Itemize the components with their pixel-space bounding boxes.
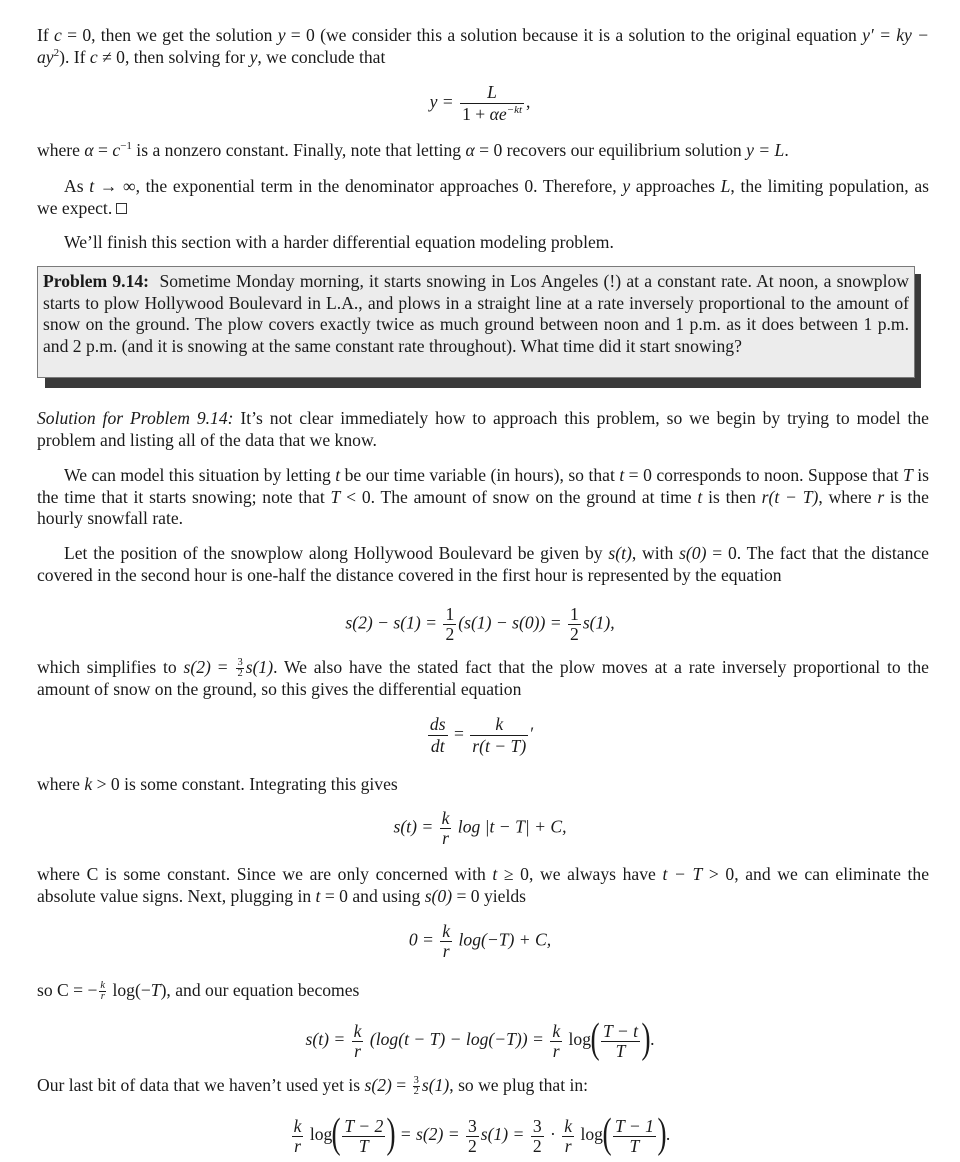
text: = [93,140,113,160]
eq-part: (log(t − T) − log(−T)) = [365,1029,549,1050]
math-expr: y = L [746,140,785,160]
text: Our last bit of data that we haven’t used yet is [37,1075,365,1095]
punct: , [526,91,531,112]
text: ). If [59,46,90,67]
numerator: 1 [445,604,455,624]
math-var: α [84,140,94,160]
text: = 0 (we consider this a solution because it is a solution to the original equation [285,25,863,45]
equation-initial-condition [0,922,960,961]
equation-half-distance [0,605,960,644]
text: < 0. The amount of snow on the ground at time [340,486,698,507]
math-var: c [89,46,98,67]
math-expr: s(0) [679,543,707,563]
fraction [428,714,448,757]
eq-part: log [305,1124,333,1145]
math-var: y [249,46,258,67]
eq-part: = s(2) = [395,1124,464,1145]
text: be our time variable (in hours), so that [340,465,620,485]
eq-part: s(1) = [480,1124,529,1145]
text: = 0 yields [452,885,527,906]
equation-position-solution [0,1016,960,1062]
text: approaches [630,176,721,196]
text: where C is some constant. Since we are only concerned with [37,864,493,884]
fraction [568,605,581,644]
left-paren: ( [590,1016,600,1062]
fraction [613,1117,656,1156]
fraction [352,1022,364,1061]
math-expr: s(1) [245,657,274,677]
denominator: r [294,1135,301,1156]
text: , where [818,486,878,507]
eq-lhs: y = [429,91,459,112]
paragraph-diffeq-intro [37,657,929,701]
denominator: r(t − T) [472,736,527,756]
paragraph-limit [37,176,929,219]
math-expr: s(1) [421,1075,450,1095]
right-paren: ) [657,1111,667,1157]
math-var: c [112,140,121,160]
text: We can model this situation by letting [64,465,336,485]
numerator: k [470,714,528,736]
denominator: 2 [445,624,455,644]
paragraph-integrating [37,774,929,796]
numerator: T − 2 [344,1115,384,1136]
den-part: 1 + [462,104,490,124]
text: so C = − [37,980,98,1000]
fraction [443,605,456,644]
text: where [37,774,85,794]
paragraph-equation-becomes [37,980,929,1002]
math-exponent: 2 [53,46,60,59]
fraction [531,1117,544,1156]
text: > 0 is some constant. Integrating this gives [92,774,398,794]
text: . [784,140,789,160]
text: = 0 corresponds to noon. Suppose that [624,465,903,485]
math-expr: s(2) [183,657,211,677]
math-var: t [619,465,625,485]
text: Let the position of the snowplow along Hollywood Boulevard be given by [64,543,609,563]
denominator: T [629,1135,640,1156]
fraction [99,981,106,1002]
eq-part: s(t) = [305,1029,350,1050]
left-paren: ( [602,1111,612,1157]
math-var: c [54,25,62,45]
fraction [292,1117,304,1156]
denominator: 2 [468,1135,477,1156]
denominator: T [358,1135,369,1156]
math-var: k [84,774,93,794]
paragraph-plug-in [37,1075,929,1097]
numerator: 3 [413,1075,419,1087]
numerator: k [552,1020,561,1041]
denominator: dt [430,736,445,756]
math-expr: r(t − T) [761,486,819,507]
problem-text [43,271,909,357]
paragraph-solution-intro [37,408,929,451]
fraction [550,1022,562,1061]
equation-logistic-solution [0,82,960,125]
math-expr: s(t) [608,543,632,563]
left-paren: ( [331,1111,341,1157]
denominator [460,104,524,125]
solution-label: Solution for Problem 9.14: [37,408,234,428]
numerator: k [442,921,451,941]
exponent: −1 [120,140,132,152]
problem-label: Problem 9.14: [43,271,150,291]
fraction [413,1076,420,1097]
numerator: 3 [468,1115,477,1136]
exponent: −kt [506,104,523,116]
math-var: t [89,176,95,196]
denominator: 2 [237,668,243,680]
numerator: 3 [532,1115,542,1136]
denominator: r [442,941,450,961]
fraction [460,82,524,125]
text: ≠ 0, then solving for [97,46,250,67]
text: is then [702,486,762,507]
numerator: k [353,1020,362,1041]
math-expr: s(0) [424,885,453,906]
eq-part: (s(1) − s(0)) = [458,612,567,633]
denominator: 2 [413,1086,419,1098]
denominator: T [615,1040,626,1061]
math-var: t [697,486,703,507]
math-var: α [465,140,475,160]
numerator: k [441,808,450,828]
qed-square-icon [116,203,127,214]
punct: ′ [530,723,535,744]
text: ≥ 0, we always have [497,864,663,884]
text: > 0, and we can eliminate the absolute value signs. Next, plugging in [37,864,930,906]
text: → ∞, the exponential term in the denominator approaches 0. Therefore, [94,176,623,196]
right-paren: ) [386,1111,396,1157]
paragraph-alpha-constant [37,140,929,162]
den-part: αe [489,104,507,124]
numerator: 1 [570,604,579,624]
problem-box [37,266,915,378]
paragraph-model-setup [37,465,929,530]
fraction [466,1117,479,1156]
math-expr: s(2) [364,1075,392,1095]
text: = [210,657,235,677]
equals: = [449,723,469,744]
text: where [37,140,85,160]
text: = 0 recovers our equilibrium solution [474,140,747,160]
equation-integrated [0,809,960,848]
text: As [64,176,90,196]
denominator: r [442,828,449,848]
text: log(− [108,980,151,1000]
paragraph-intro: We’ll finish this section with a harder differential equation modeling problem. [64,232,614,252]
eq-part: 0 = [408,929,439,950]
text: = 0 and using [320,885,425,906]
math-var: y [277,25,286,45]
fraction [236,658,243,679]
math-var: t [492,864,498,884]
text: is a nonzero constant. Finally, note that letting [131,140,466,160]
equation-final-relation [0,1111,960,1157]
numerator: T − 1 [614,1115,654,1136]
text: If [37,25,55,45]
text: = 0. The fact that the distance covered in the second hour is one-half the distance covered in the first hour is represented by the equation [37,543,929,585]
eq-part: log [564,1029,592,1050]
punct: . [665,1124,671,1145]
numerator: ds [429,714,446,734]
text: . We also have the stated fact that the plow moves at a rate inversely proportional to the amount of snow on the ground, so this gives the differential equation [37,657,929,700]
math-var: L [720,176,731,196]
eq-part: s(2) − s(1) = [345,612,442,633]
math-expr: t − T [662,864,703,884]
fraction [342,1117,385,1156]
numerator: 3 [237,657,243,669]
text: , we conclude that [257,46,386,67]
fraction [601,1022,640,1061]
fraction [440,809,452,848]
numerator: L [460,82,524,104]
math-expr: y′ = ky − ay [37,25,929,67]
fraction [440,922,452,961]
paragraph-solution-cases [37,25,929,68]
text: , so we plug that in: [449,1075,589,1095]
numerator: k [564,1115,573,1136]
denominator: r [564,1135,572,1156]
text: , the limiting population, as we expect. [37,176,929,218]
punct: . [650,1029,655,1050]
eq-part: log [576,1124,603,1145]
math-var: t [335,465,341,485]
math-var: y [622,176,631,196]
eq-part: log |t − T| + C, [453,816,567,837]
math-var: t [315,885,321,906]
text: is the hourly snowfall rate. [37,486,929,528]
text: ), and our equation becomes [160,980,360,1000]
problem-body: Sometime Monday morning, it starts snowing in Los Angeles (!) at a constant rate. At noon, a snowplow starts to plow Hollywood Boulevard in L.A., and plows in a straight line at a rate inversely proportional to the amount of snow on the ground. The plow covers exactly twice as much ground between noon and 1 p.m. as it does between 1 p.m. and 2 p.m. (and it is snowing at the same constant rate throughout). What time did it start snowing? [43,271,909,356]
fraction [470,714,528,757]
numerator: k [100,980,106,992]
text: = 0, then we get the solution [61,25,278,45]
denominator: r [100,991,105,1003]
eq-part: s(t) = [393,816,438,837]
math-var: T [150,980,161,1000]
fraction [562,1117,574,1156]
denominator: r [552,1040,560,1061]
text: is the time that it starts snowing; note that [37,465,929,507]
math-var: T [902,465,913,485]
numerator: k [293,1115,302,1136]
denominator: 2 [532,1135,542,1156]
math-var: T [330,486,341,507]
eq-part: s(1), [582,612,615,633]
text: , with [631,543,680,563]
dot-operator: · [545,1124,561,1145]
denominator: r [354,1040,361,1061]
equation-differential [0,714,960,757]
paragraph-position [37,543,929,586]
paragraph-constant-c [37,864,929,907]
eq-part: log(−T) + C, [454,929,552,950]
denominator: 2 [570,624,579,644]
text: which simplifies to [37,657,184,677]
numerator: T − t [603,1020,639,1041]
text: = [391,1075,411,1095]
right-paren: ) [641,1016,651,1062]
text: It’s not clear immediately how to approach this problem, so we begin by trying to model the problem and listing all of the data that we know. [37,408,929,450]
math-var: r [877,486,885,507]
